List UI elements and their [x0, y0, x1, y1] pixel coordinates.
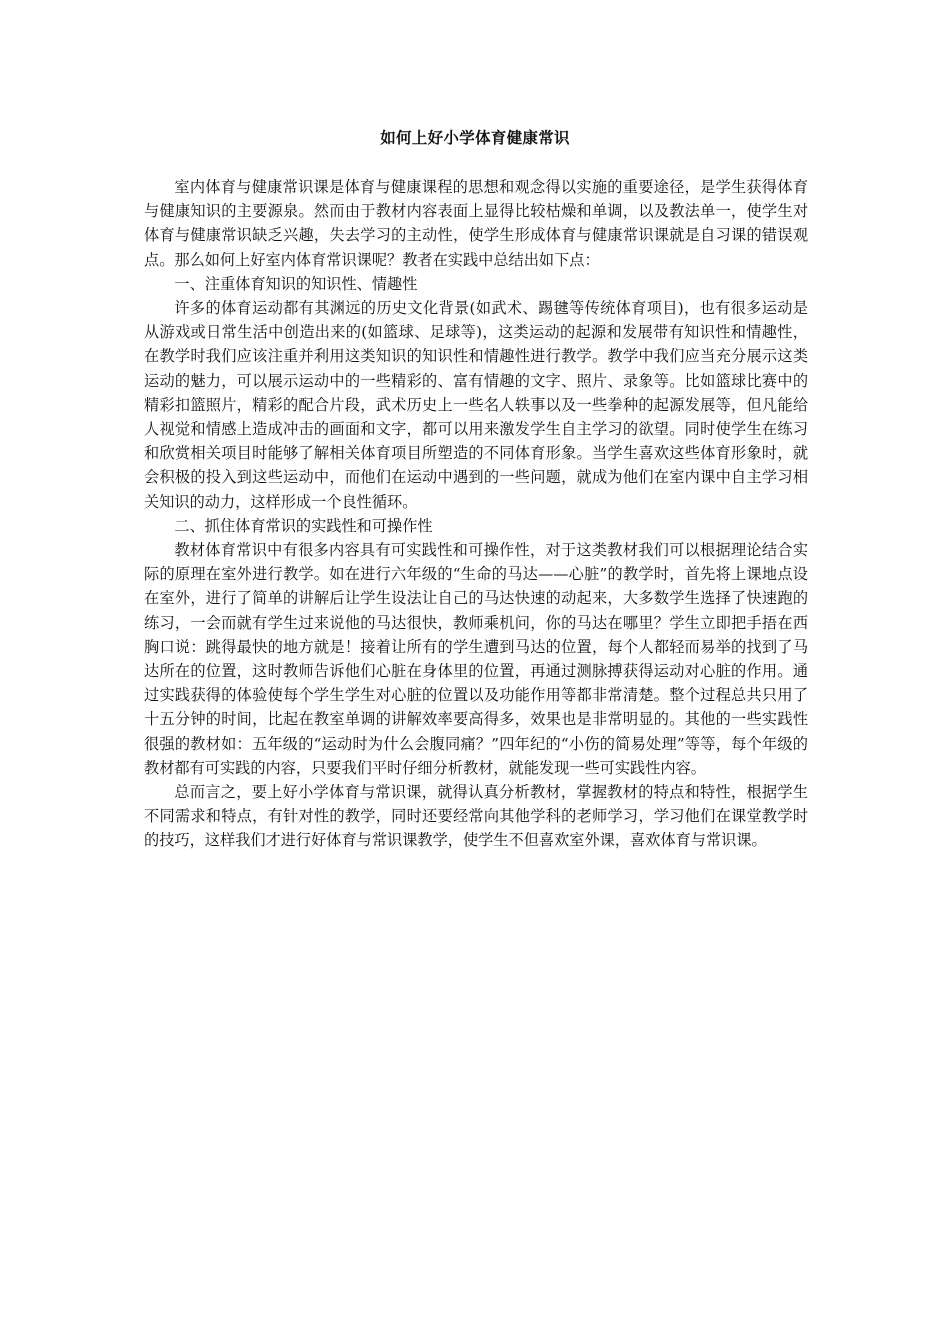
document-body: [144, 175, 808, 853]
conclusion-paragraph: 总而言之，要上好小学体育与常识课，就得认真分析教材，掌握教材的特点和特性，根据学生不同需求和特点，有针对性的教学，同时还要经常向其他学科的老师学习，学习他们在课堂教学时的技巧，这样我们才进行好体育与常识课教学，使学生不但喜欢室外课，喜欢体育与常识课。: [144, 783, 808, 850]
document-title: 如何上好小学体育健康常识: [380, 129, 570, 147]
section-heading-2: 二、抓住体育常识的实践性和可操作性: [174, 516, 433, 535]
section-heading-1: 一、注重体育知识的知识性、情趣性: [174, 274, 418, 293]
intro-paragraph: 室内体育与健康常识课是体育与健康课程的思想和观念得以实施的重要途径，是学生获得体育与健康知识的主要源泉。然而由于教材内容表面上显得比较枯燥和单调，以及教法单一，使学生对体育与健康常识缺乏兴趣，失去学习的主动性，使学生形成体育与健康常识课就是自习课的错误观点。那么如何上好室内体育常识课呢？教者在实践中总结出如下点：: [144, 178, 808, 269]
section-2-paragraph: 教材体育常识中有很多内容具有可实践性和可操作性，对于这类教材我们可以根据理论结合实际的原理在室外进行教学。如在进行六年级的“生命的马达——心脏”的教学时，首先将上课地点设在室外，进行了简单的讲解后让学生设法让自己的马达快速的动起来，大多数学生选择了快速跑的练习，一会而就有学生过来说他的马达很快，教师乘机问，你的马达在哪里？学生立即把手捂在西胸口说：跳得最快的地方就是！接着让所有的学生遭到马达的位置，每个人都轻而易举的找到了马达所在的位置，这时教师告诉他们心脏在身体里的位置，再通过测脉搏获得运动对心脏的作用。通过实践获得的体验使每个学生学生对心脏的位置以及功能作用等都非常清楚。整个过程总共只用了十五分钟的时间，比起在教室单调的讲解效率要高得多，效果也是非常明显的。其他的一些实践性很强的教材如：五年级的“运动时为什么会腹同痛？”四年纪的“小伤的简易处理”等等，每个年级的教材都有可实践的内容，只要我们平时仔细分析教材，就能发现一些可实践性内容。: [144, 541, 808, 777]
section-1-paragraph: 许多的体育运动都有其渊远的历史文化背景(如武术、踢毽等传统体育项目)，也有很多运动是从游戏或日常生活中创造出来的(如篮球、足球等)，这类运动的起源和发展带有知识性和情趣性，在教学时我们应该注重并利用这类知识的知识性和情趣性进行教学。教学中我们应当充分展示这类运动的魅力，可以展示运动中的一些精彩的、富有情趣的文字、照片、录象等。比如篮球比赛中的精彩扣篮照片，精彩的配合片段，武术历史上一些名人轶事以及一些拳种的起源发展等，但凡能给人视觉和情感上造成冲击的画面和文字，都可以用来激发学生自主学习的欲望。同时使学生在练习和欣赏相关项目时能够了解相关体育项目所塑造的不同体育形象。当学生喜欢这些体育形象时，就会积极的投入到这些运动中，而他们在运动中遇到的一些问题，就成为他们在室内课中自主学习相关知识的动力，这样形成一个良性循环。: [144, 299, 808, 511]
